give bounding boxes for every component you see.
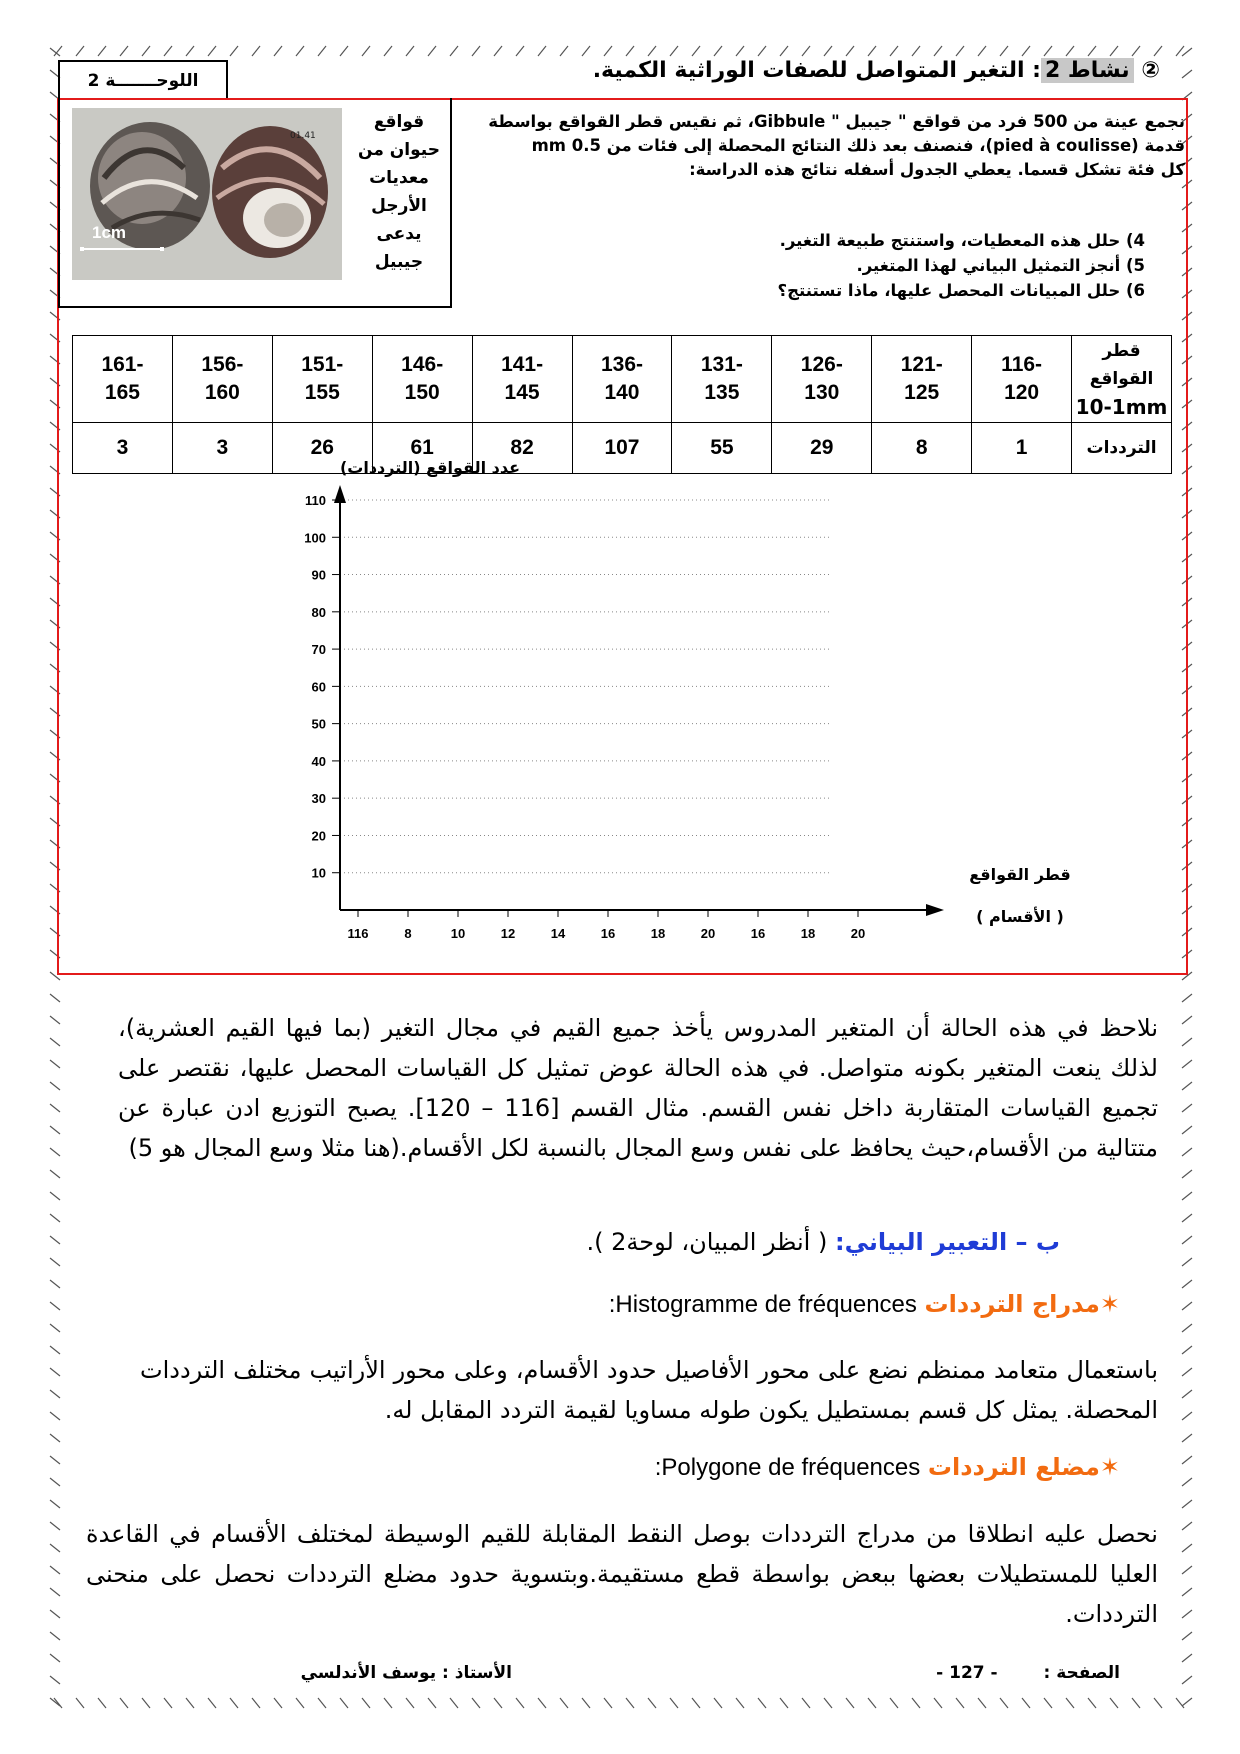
table-cell: 131- 135 xyxy=(672,336,772,423)
intro-line: قدمة (pied à coulisse)، فنصنف بعد ذلك النتائج المحصلة إلى فئات من 0.5 mm xyxy=(531,136,1185,155)
table-cell: 26 xyxy=(272,423,372,474)
page-footer xyxy=(880,1663,1120,1683)
paragraph-histogram: باستعمال متعامد ممنظم نضع على محور الأفاصيل حدود الأقسام، وعلى محور الأراتيب مختلف الترددات المحصلة. يمثل كل قسم بمستطيل يكون طوله مساويا لقيمة التردد المقابل له. xyxy=(140,1356,1158,1424)
table-cell: 3 xyxy=(73,423,173,474)
table-cell: 107 xyxy=(572,423,672,474)
teacher-name: الأستاذ : يوسف الأندلسي xyxy=(300,1663,512,1683)
caption-line: يدعى xyxy=(376,224,422,244)
x-axis-label-unit: ( الأقسام ) xyxy=(976,907,1064,926)
x-tick-label: 10 xyxy=(450,926,466,941)
table-header-cell: الترددات xyxy=(1072,423,1172,474)
x-tick-label: 20 xyxy=(850,926,866,941)
questions-list xyxy=(455,228,1145,303)
chart-grid xyxy=(340,500,830,873)
table-cell: 55 xyxy=(672,423,772,474)
y-tick-label: 10 xyxy=(311,865,326,881)
frequency-chart xyxy=(230,455,1100,945)
shell-photo xyxy=(72,108,342,280)
activity-label: نشاط 2 xyxy=(1041,58,1134,83)
paragraph-polygon: نحصل عليه انطلاقا من مدراج الترددات بوصل النقط المقابلة للقيم الوسيطة لمختلف الأقسام في القاعدة العليا للمستطيلات بعضها ببعض بواسطة قطع مستقيمة.وبتسوية حدود مضلع الترددات نحصل على منحنى الترددات. xyxy=(86,1520,1158,1628)
star-icon: ✶ xyxy=(1099,1290,1120,1318)
heading-histogram xyxy=(440,1290,1120,1319)
caption-line: معديات xyxy=(369,168,429,188)
table-header-cell: قطر القواقع 10-1mm xyxy=(1072,336,1172,423)
question-item: 6) حلل المبيانات المحصل عليها، ماذا تستنتج؟ xyxy=(777,281,1145,300)
activity-title xyxy=(560,58,1160,83)
table-cell: 126- 130 xyxy=(772,336,872,423)
question-item: 4) حلل هذه المعطيات، واستنتج طبيعة التغير. xyxy=(779,231,1145,250)
activity-title-text: : التغير المتواصل للصفات الوراثية الكمية. xyxy=(592,58,1041,83)
y-axis-arrow-icon xyxy=(334,485,346,503)
y-axis-label: عدد القواقع (الترددات) xyxy=(339,458,521,477)
table-cell: 82 xyxy=(472,423,572,474)
page-border-top xyxy=(50,44,1190,58)
x-tick-label: 16 xyxy=(600,926,616,941)
table-cell: 116- 120 xyxy=(972,336,1072,423)
table-cell: 29 xyxy=(772,423,872,474)
histogram-title-fr: Histogramme de fréquences: xyxy=(608,1291,917,1318)
intro-text xyxy=(455,110,1185,182)
x-axis-ticks xyxy=(348,910,866,941)
section-heading-title: ب – التعبير البياني: xyxy=(834,1228,1060,1256)
paragraph-continuous-variation: نلاحظ في هذه الحالة أن المتغير المدروس يأخذ جميع القيم في مجال التغير (بما فيها القيم العشرية)، لذلك ينعت المتغير بكونه متواصل. في هذه الحالة عوض تمثيل كل القياسات المحصل عليها، نقتصر على تجميع القياسات المتقاربة داخل نفس القسم. مثال القسم [116 – 120]. يصبح التوزيع ادن عبارة عن متتالية من الأقسام،حيث يحافظ على نفس وسع المجال بالنسبة لكل الأقسام.(هنا مثلا وسع المجال هو 5) xyxy=(118,1014,1159,1162)
table-cell: 61 xyxy=(372,423,472,474)
x-axis-label: قطر القواقع xyxy=(969,865,1071,884)
y-tick-label: 90 xyxy=(311,567,326,583)
star-icon: ✶ xyxy=(1099,1453,1120,1481)
x-tick-label: 14 xyxy=(550,926,566,941)
polygon-title: مضلع الترددات xyxy=(927,1453,1100,1481)
table-cell: 156- 160 xyxy=(172,336,272,423)
x-tick-label: 18 xyxy=(800,926,816,941)
y-tick-label: 30 xyxy=(311,791,326,807)
polygon-title-fr: Polygone de fréquences: xyxy=(654,1454,921,1481)
page-border-bottom xyxy=(50,1696,1190,1710)
histogram-title: مدراج الترددات xyxy=(924,1290,1100,1318)
activity-number-symbol: ② xyxy=(1141,58,1160,83)
question-item: 5) أنجز التمثيل البياني لهذا المتغير. xyxy=(856,256,1145,275)
table-cell: 146- 150 xyxy=(372,336,472,423)
x-tick-label: 8 xyxy=(404,926,412,941)
x-tick-label: 18 xyxy=(650,926,666,941)
y-tick-label: 70 xyxy=(311,642,326,658)
caption-line: حيوان من xyxy=(358,140,440,160)
table-cell: 3 xyxy=(172,423,272,474)
page-label: الصفحة : xyxy=(1043,1663,1120,1683)
heading-polygon xyxy=(440,1453,1120,1482)
frequency-table xyxy=(72,335,1172,474)
y-tick-label: 100 xyxy=(304,530,326,546)
shell-caption xyxy=(352,108,446,276)
table-cell: 1 xyxy=(972,423,1072,474)
y-tick-label: 40 xyxy=(311,753,326,769)
y-tick-label: 50 xyxy=(311,716,326,732)
caption-line: جيبيل xyxy=(374,252,424,272)
intro-line: نجمع عينة من 500 فرد من قواقع " جيبيل " Gibbule، ثم نقيس قطر القواقع بواسطة xyxy=(488,112,1185,131)
table-cell: 161- 165 xyxy=(73,336,173,423)
page-number: - 127 - xyxy=(936,1663,998,1683)
caption-line: قواقع xyxy=(373,112,425,132)
table-cell: 121- 125 xyxy=(872,336,972,423)
x-tick-label: 12 xyxy=(500,926,516,941)
table-row xyxy=(73,336,1172,423)
section-heading-graphical xyxy=(540,1228,1060,1256)
table-cell: 151- 155 xyxy=(272,336,372,423)
x-tick-label: 116 xyxy=(347,926,369,941)
table-cell: 141- 145 xyxy=(472,336,572,423)
intro-line: كل فئة تشكل قسما. يعطي الجدول أسفله نتائج هذه الدراسة: xyxy=(689,160,1185,179)
scale-label: 1cm xyxy=(92,223,127,242)
y-tick-label: 80 xyxy=(311,604,326,620)
section-heading-note: ( أنظر المبيان، لوحة2 ). xyxy=(586,1228,828,1256)
x-tick-label: 16 xyxy=(750,926,766,941)
x-tick-label: 20 xyxy=(700,926,716,941)
table-cell: 8 xyxy=(872,423,972,474)
specimen-tag: 01.41 xyxy=(290,131,316,141)
y-tick-label: 20 xyxy=(311,828,326,844)
x-axis-arrow-icon xyxy=(926,904,944,916)
y-axis-ticks xyxy=(304,493,340,881)
table-cell: 136- 140 xyxy=(572,336,672,423)
y-tick-label: 110 xyxy=(305,493,326,508)
y-tick-label: 60 xyxy=(311,679,326,695)
board-label: اللوحـــــــة 2 xyxy=(58,60,228,100)
caption-line: الأرجل xyxy=(371,196,427,216)
shell-right-icon xyxy=(212,126,328,258)
